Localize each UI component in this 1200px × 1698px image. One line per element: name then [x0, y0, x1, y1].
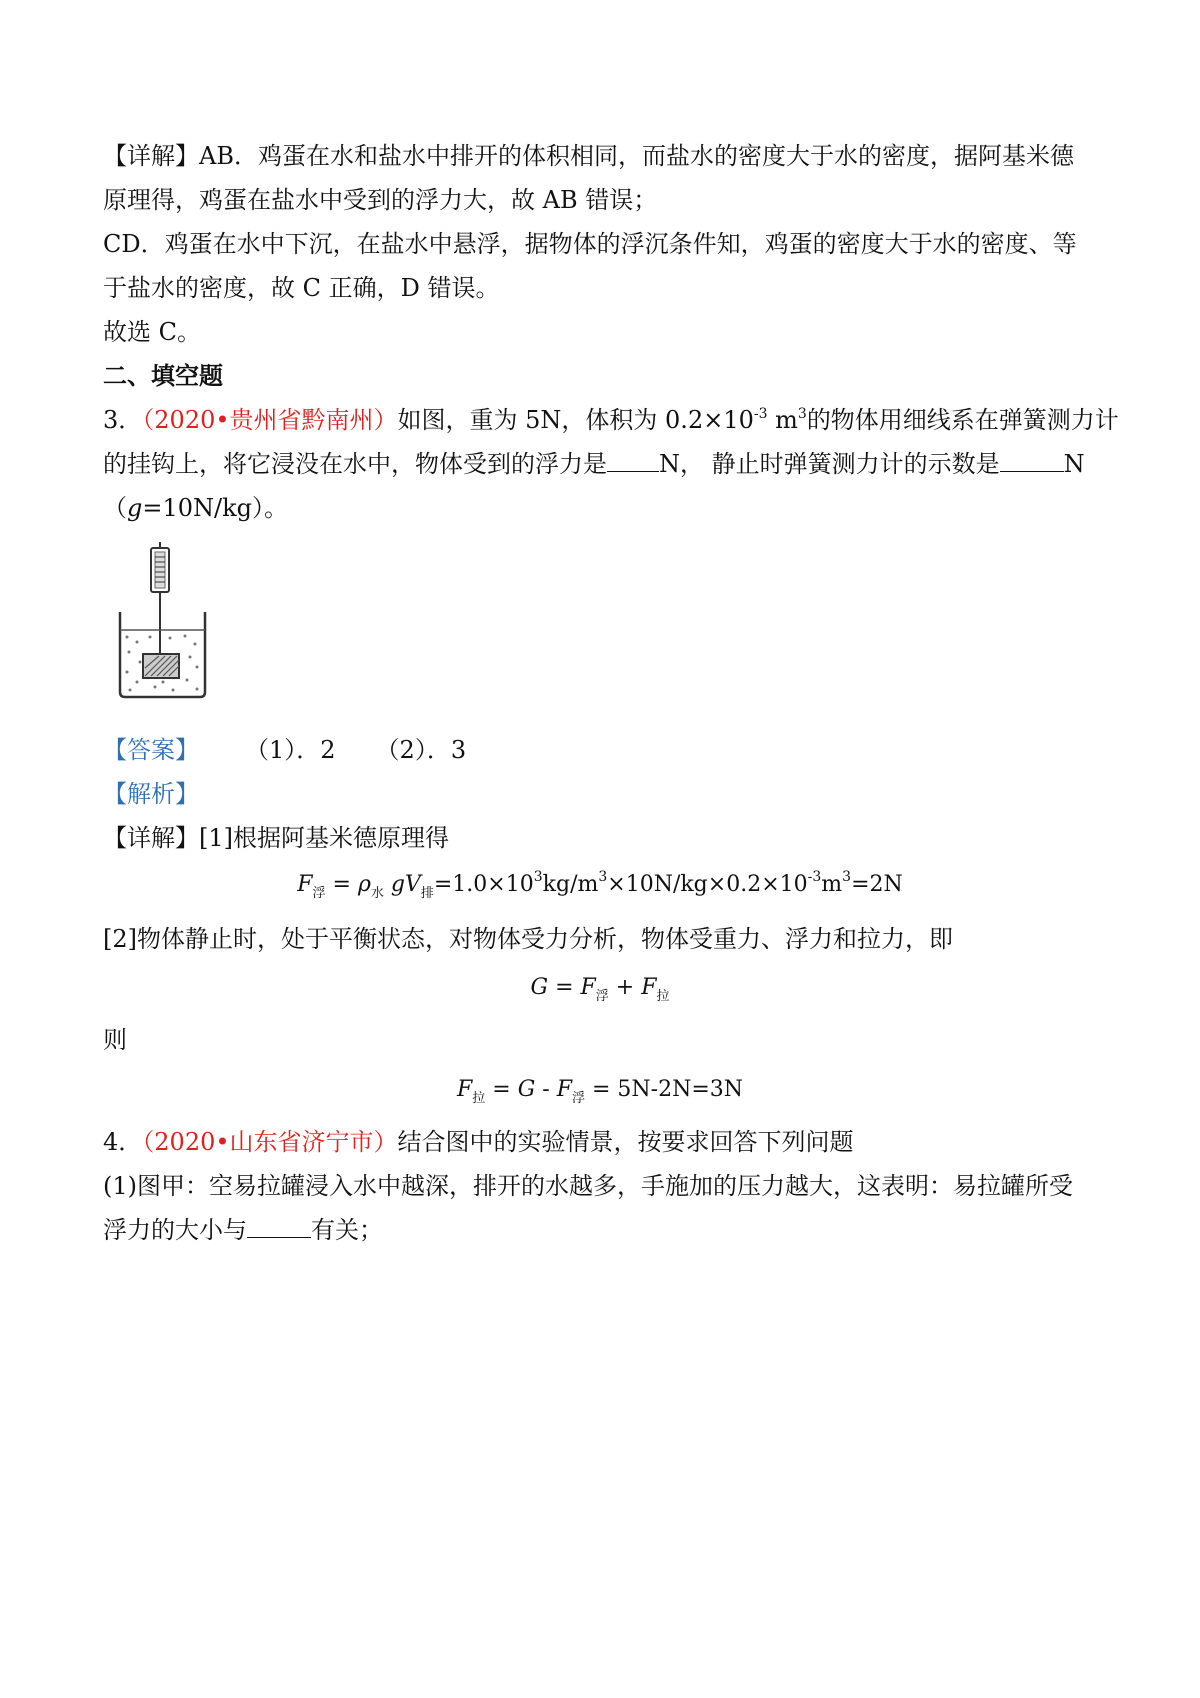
detail-line-3: CD．鸡蛋在水中下沉，在盐水中悬浮，据物体的浮沉条件知，鸡蛋的密度大于水的密度、等 [103, 230, 1077, 258]
analysis-label: 【解析】 [103, 780, 199, 808]
question-3-source: （2020•贵州省黔南州） [142, 406, 398, 434]
question-4-number: 4． [103, 1128, 143, 1156]
formula-tension [0, 1073, 1200, 1107]
spring-scale-beaker-figure [115, 542, 215, 702]
formula-operator: + [608, 975, 642, 1000]
detail-line-5: 故选 C。 [103, 318, 201, 346]
formula-subscript: 浮 [595, 989, 609, 1004]
detail-line-1: 【详解】AB．鸡蛋在水和盐水中排开的体积相同，而盐水的密度大于水的密度，据阿基米德 [103, 142, 1074, 170]
formula-symbol: F [297, 872, 313, 897]
formula-symbol: ρ [357, 872, 371, 897]
formula-symbol: G [517, 1077, 536, 1102]
question-3-line-3 [103, 491, 1103, 525]
detail-line-4: 于盐水的密度，故 C 正确，D 错误。 [103, 274, 500, 302]
question-4-line-1 [103, 1125, 1103, 1159]
detail-line-2: 原理得，鸡蛋在盐水中受到的浮力大，故 AB 错误； [103, 186, 658, 214]
formula-subscript: 拉 [656, 989, 670, 1004]
exponent: 3 [842, 869, 852, 885]
question-3-line2-a: 的挂钩上，将它浸没在水中，物体受到的浮力是 [103, 450, 607, 478]
formula-symbol: V [404, 872, 421, 897]
question-3-text-a: 如图，重为 5N，体积为 0.2×10 [397, 406, 754, 434]
formula-symbol: F [456, 1077, 473, 1102]
question-4-sub1-line-2 [103, 1213, 1103, 1247]
question-3-number: 3． [103, 406, 143, 434]
question-3-line-2 [103, 447, 1103, 481]
formula-subscript: 排 [420, 886, 434, 901]
gravity-value: =10N/kg）。 [142, 494, 289, 522]
question-3-text-b: m [767, 406, 798, 434]
formula-operator: = [325, 872, 358, 897]
question-3-line2-c: N [1063, 450, 1085, 478]
formula-symbol: G [530, 975, 549, 1000]
question-4-sub1-text-end: 有关； [311, 1216, 383, 1244]
answer-part-2: （2）．3 [375, 736, 467, 764]
exponent: 3 [533, 869, 543, 885]
formula-symbol: g [383, 872, 405, 897]
formula-symbol: F [556, 1077, 572, 1102]
exponent: 3 [598, 869, 608, 885]
formula-subscript: 拉 [472, 1091, 486, 1106]
exponent: 3 [797, 406, 807, 422]
formula-subscript: 浮 [571, 1091, 585, 1106]
answer-blank-2[interactable] [1000, 449, 1064, 472]
formula-equilibrium [0, 971, 1200, 1005]
answer-blank-3[interactable] [247, 1215, 311, 1238]
paren-open: （ [103, 494, 127, 522]
formula-text: kg/m [542, 872, 599, 897]
question-4-sub1-line-1: (1)图甲：空易拉罐浸入水中越深，排开的水越多，手施加的压力越大，这表明：易拉罐所受 [103, 1172, 1073, 1200]
exponent: -3 [807, 869, 822, 885]
formula-symbol: F [580, 975, 596, 1000]
question-4-source: （2020•山东省济宁市） [142, 1128, 398, 1156]
answer-blank-1[interactable] [607, 449, 659, 472]
formula-text: m [821, 872, 843, 897]
question-3-line-1 [103, 403, 1119, 437]
question-4-text: 结合图中的实验情景，按要求回答下列问题 [397, 1128, 854, 1156]
formula-operator: = [548, 975, 581, 1000]
answer-label: 【答案】 [103, 736, 199, 764]
formula-text: =2N [851, 872, 903, 897]
formula-text: = 5N-2N=3N [584, 1077, 743, 1102]
question-4-sub1-text: 浮力的大小与 [103, 1216, 247, 1244]
formula-operator: - [535, 1077, 557, 1102]
formula-subscript: 浮 [312, 886, 326, 901]
gravity-symbol: g [127, 494, 143, 522]
formula-symbol: F [641, 975, 657, 1000]
formula-operator: = [485, 1077, 518, 1102]
then-text: 则 [103, 1026, 127, 1054]
question-3-text-c: 的物体用细线系在弹簧测力计 [806, 406, 1119, 434]
answer-line [103, 733, 1103, 767]
formula-text: =1.0×10 [433, 872, 534, 897]
answer-part-1: （1）．2 [245, 736, 336, 764]
detail2-line-1: 【详解】[1]根据阿基米德原理得 [103, 824, 449, 852]
formula-text: ×10N/kg×0.2×10 [607, 872, 808, 897]
question-3-line2-b: N， 静止时弹簧测力计的示数是 [659, 450, 1000, 478]
formula-buoyancy [0, 868, 1200, 902]
detail2-line-2: [2]物体静止时，处于平衡状态，对物体受力分析，物体受重力、浮力和拉力，即 [103, 925, 953, 953]
exponent: -3 [753, 406, 768, 422]
section-title: 二、填空题 [103, 361, 223, 390]
formula-subscript: 水 [370, 886, 384, 901]
